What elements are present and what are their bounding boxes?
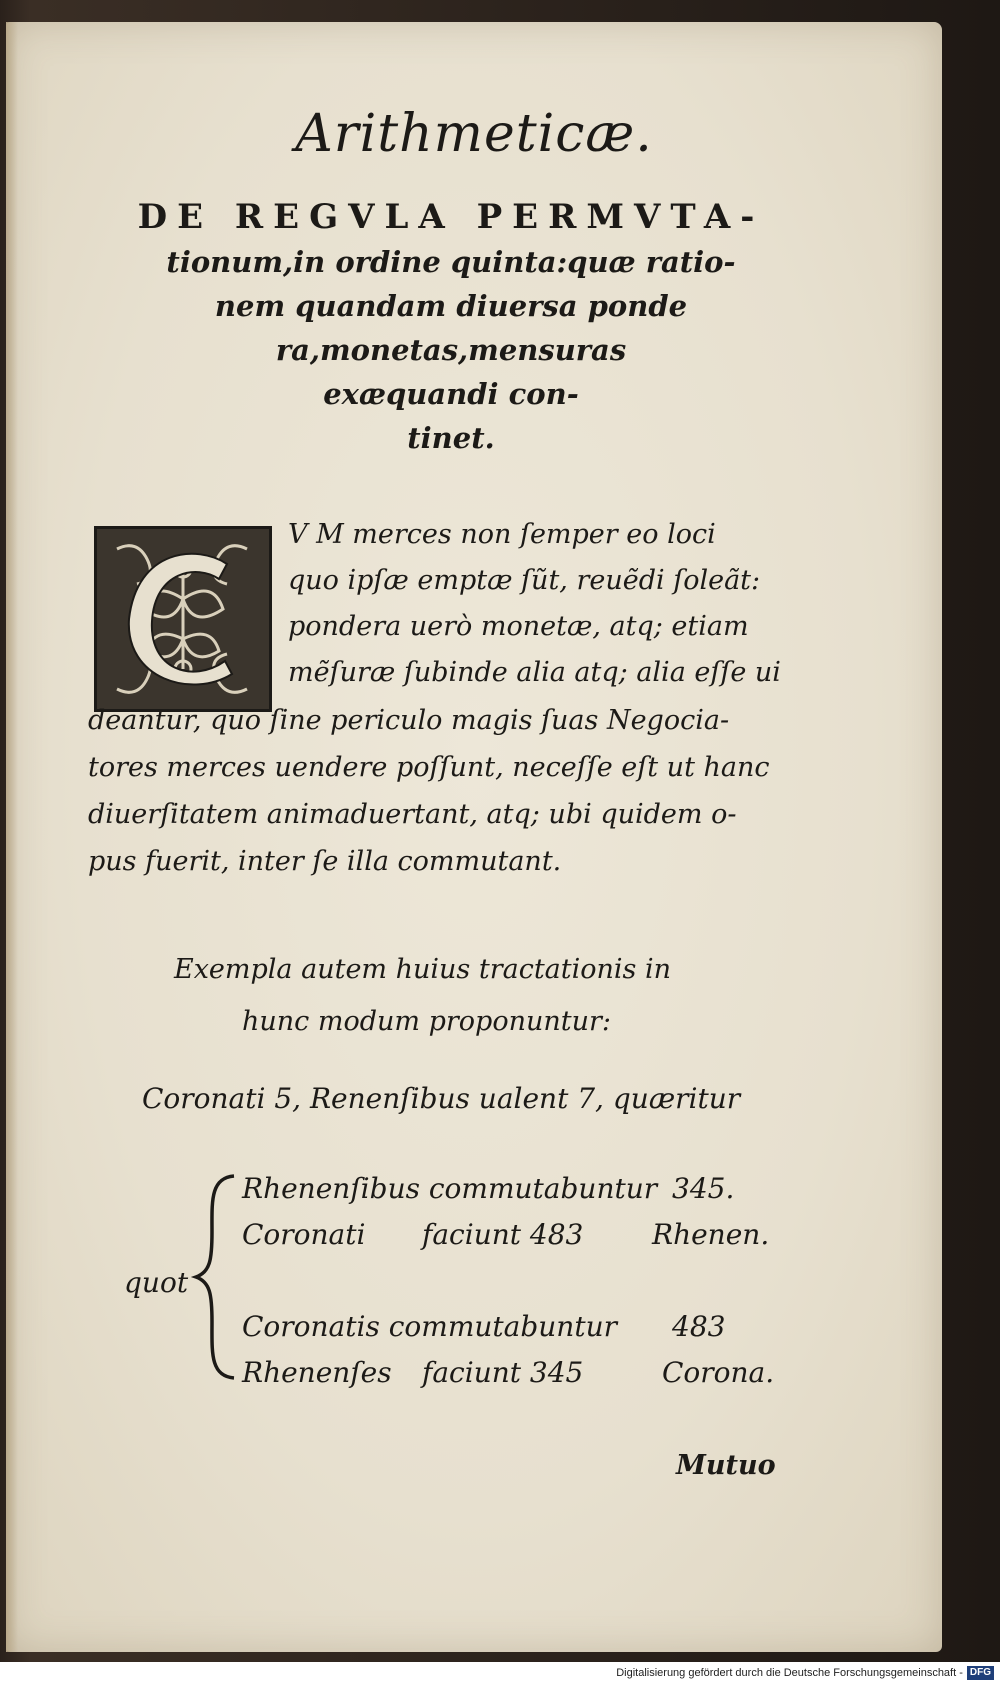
table-cell: faciunt 345 [422,1356,584,1389]
running-head: Arithmeticæ. [295,104,653,164]
paragraph-line: diuerſitatem animaduertant, atq; ubi quidem o- [88,799,737,830]
catchword: Mutuo [676,1450,776,1481]
table-cell: Rhenen. [652,1218,770,1251]
page-gutter-shadow [6,22,18,1652]
paragraph-line: quo ipſæ emptæ ſũt, reuẽdi ſoleãt: [288,565,761,596]
heading-line: ra,monetas,mensuras [275,333,627,367]
paragraph-line: V M merces non ſemper eo loci [288,519,716,550]
quot-label: quot [124,1266,189,1299]
book-page [6,22,942,1652]
chapter-heading [126,194,776,460]
paragraph-line: tores merces uendere poſſunt, neceſſe eſt ut hanc [88,752,770,783]
example-question: Coronati 5, Renenſibus ualent 7, quæritur [142,1082,741,1115]
paragraph-line: mẽſuræ ſubinde alia atq; alia eſſe ui [288,657,781,688]
table-cell: faciunt 483 [422,1218,584,1251]
example-intro [174,944,671,1048]
credit-text: Digitalisierung gefördert durch die Deutsche Forschungsgemeinschaft - [616,1667,963,1679]
ornament-initial-icon [97,529,269,709]
curly-brace-icon [190,1172,240,1382]
heading-caps-line: DE REGVLA PERMVTA- [137,197,765,237]
example-intro-line: hunc modum proponuntur: [242,1006,611,1037]
table-cell: Rhenenſibus commutabuntur [242,1172,658,1205]
table-cell: 345. [672,1172,735,1205]
dfg-logo: DFG [967,1666,994,1680]
paragraph-line: pondera uerò monetæ, atq; etiam [288,611,749,642]
table-cell: Rhenenſes [242,1356,392,1389]
heading-line: tionum,in ordine quinta:quæ ratio- [166,245,736,279]
example-intro-line: Exempla autem huius tractationis in [174,954,672,985]
heading-line: nem quandam diuersa ponde [214,289,688,323]
table-cell: Corona. [662,1356,775,1389]
heading-line: exæquandi con- [323,377,579,411]
table-cell: 483 [672,1310,726,1343]
table-cell: Coronati [242,1218,366,1251]
table-cell: Coronatis commutabuntur [242,1310,618,1343]
decorated-initial-c [94,526,272,712]
digitization-credit [616,1664,994,1682]
paragraph-line: pus fuerit, inter ſe illa commutant. [88,846,562,877]
paragraph-line: deantur, quo ſine periculo magis ſuas Negocia- [88,705,730,736]
heading-line: tinet. [407,421,495,455]
